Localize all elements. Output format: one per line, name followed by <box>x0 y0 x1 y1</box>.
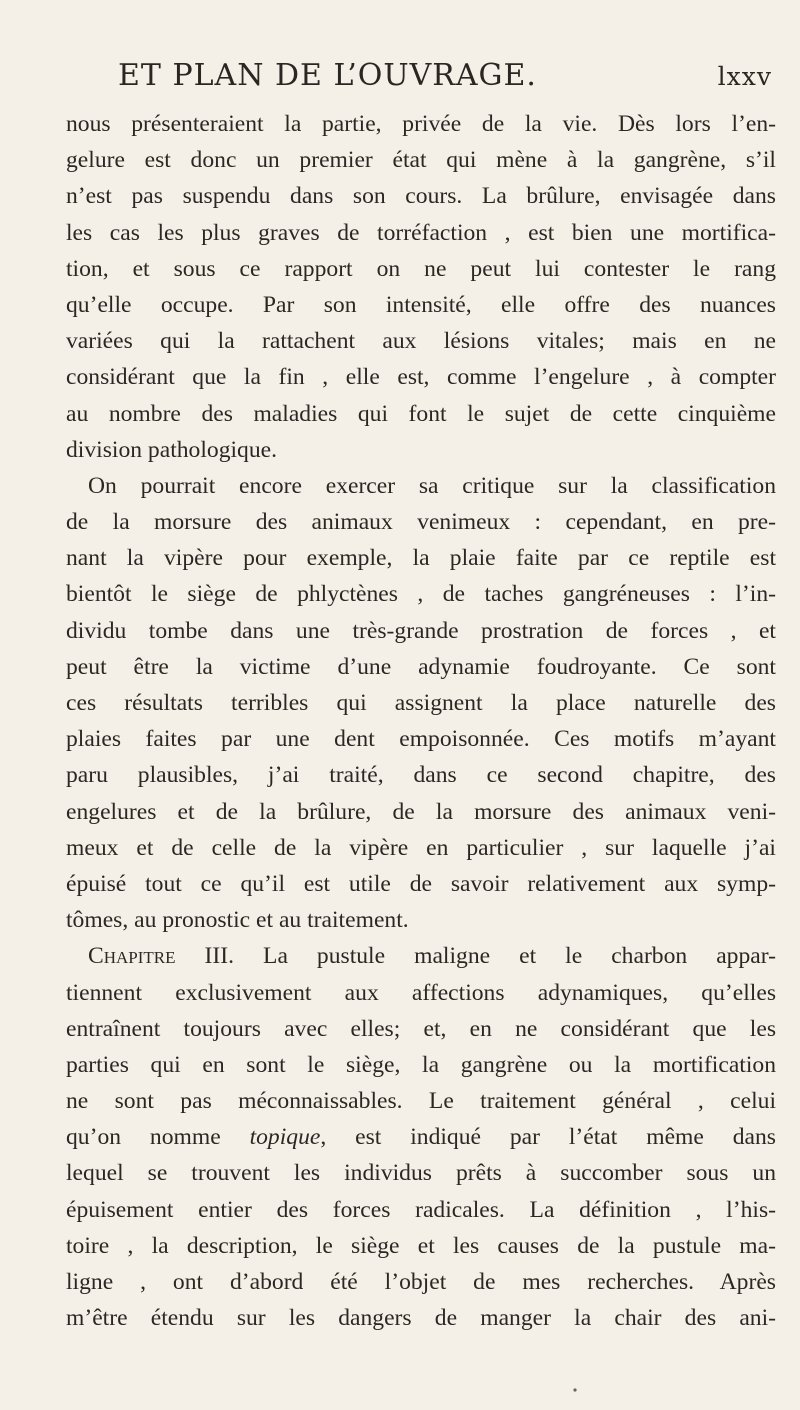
text-line: ligne , ont d’abord été l’objet de mes recherches. Après <box>66 1269 776 1295</box>
text-line: qu’elle occupe. Par son intensité, elle offre des nuances <box>66 291 776 318</box>
text-line: nous présenteraient la partie, privée de la vie. Dès lors l’en- <box>66 111 776 137</box>
text-line: épuisement entier des forces radicales. La définition , l’his- <box>66 1196 776 1223</box>
text-span: , est indiqué par l’état même dans <box>320 1124 776 1151</box>
text-span: qu’on nomme <box>66 1124 250 1151</box>
text-line: tiennent exclusivement aux affections adynamiques, qu’elles <box>66 979 776 1006</box>
text-line: n’est pas suspendu dans son cours. La brûlure, envisagée dans <box>66 183 776 210</box>
italic-term: topique <box>249 1124 321 1151</box>
text-line: tômes, au pronostic et au traitement. <box>66 907 409 934</box>
text-line: tion, et sous ce rapport on ne peut lui contester le rang <box>66 255 776 282</box>
text-line: engelures et de la brûlure, de la morsure des animaux veni- <box>66 798 776 825</box>
text-line: dividu tombe dans une très-grande prostration de forces , et <box>66 617 776 644</box>
running-header <box>118 58 772 102</box>
text-line: au nombre des maladies qui font le sujet de cette cinquième <box>66 400 776 427</box>
chapter-label: Chapitre <box>88 943 176 970</box>
body-text <box>66 106 776 1336</box>
text-line: division pathologique. <box>66 436 278 463</box>
text-line: considérant que la fin , elle est, comme l’engelure , à compter <box>66 364 776 391</box>
text-line: entraînent toujours avec elles; et, en ne considérant que les <box>66 1015 776 1042</box>
text-line: ne sont pas méconnaissables. Le traitement général , celui <box>66 1088 776 1115</box>
text-line: bientôt le siège de phlyctènes , de taches gangréneuses : l’in- <box>66 581 776 608</box>
text-line: parties qui en sont le siège, la gangrène ou la mortification <box>66 1051 776 1078</box>
running-title: ET PLAN DE L’OUVRAGE. <box>118 58 537 93</box>
text-line: peut être la victime d’une adynamie foudroyante. Ce sont <box>66 653 776 680</box>
text-line: gelure est donc un premier état qui mène à la gangrène, s’il <box>66 147 776 174</box>
chapter-text: La pustule maligne et le charbon appar- <box>234 943 776 970</box>
text-line: ces résultats terribles qui assignent la place naturelle des <box>66 690 776 716</box>
chapter-number: III. <box>204 943 235 970</box>
text-line: épuisé tout ce qu’il est utile de savoir relativement aux symp- <box>66 870 776 897</box>
text-line: variées qui la rattachent aux lésions vitales; mais en ne <box>66 328 776 355</box>
text-line: meux et de celle de la vipère en particulier , sur laquelle j’ai <box>66 834 776 861</box>
text-line-topique <box>66 1119 776 1155</box>
text-line: toire , la description, le siège et les causes de la pustule ma- <box>66 1232 776 1259</box>
text-line: nant la vipère pour exemple, la plaie faite par ce reptile est <box>66 545 776 572</box>
text-line: de la morsure des animaux venimeux : cependant, en pre- <box>66 509 776 536</box>
text-line: plaies faites par une dent empoisonnée. Ces motifs m’ayant <box>66 726 776 753</box>
text-line: lequel se trouvent les individus prêts à succomber sous un <box>66 1160 776 1187</box>
text-line: paru plausibles, j’ai traité, dans ce second chapitre, des <box>66 762 776 789</box>
page-number: lxxv <box>717 62 772 91</box>
paragraph-start: On pourrait encore exercer sa critique sur la classification <box>88 472 776 499</box>
text-line: les cas les plus graves de torréfaction , est bien une mortifica- <box>66 219 776 246</box>
chapter-paragraph-start <box>66 938 776 974</box>
signature-mark-icon <box>555 1385 595 1395</box>
text-line: m’être étendu sur les dangers de manger la chair des ani- <box>66 1305 776 1332</box>
